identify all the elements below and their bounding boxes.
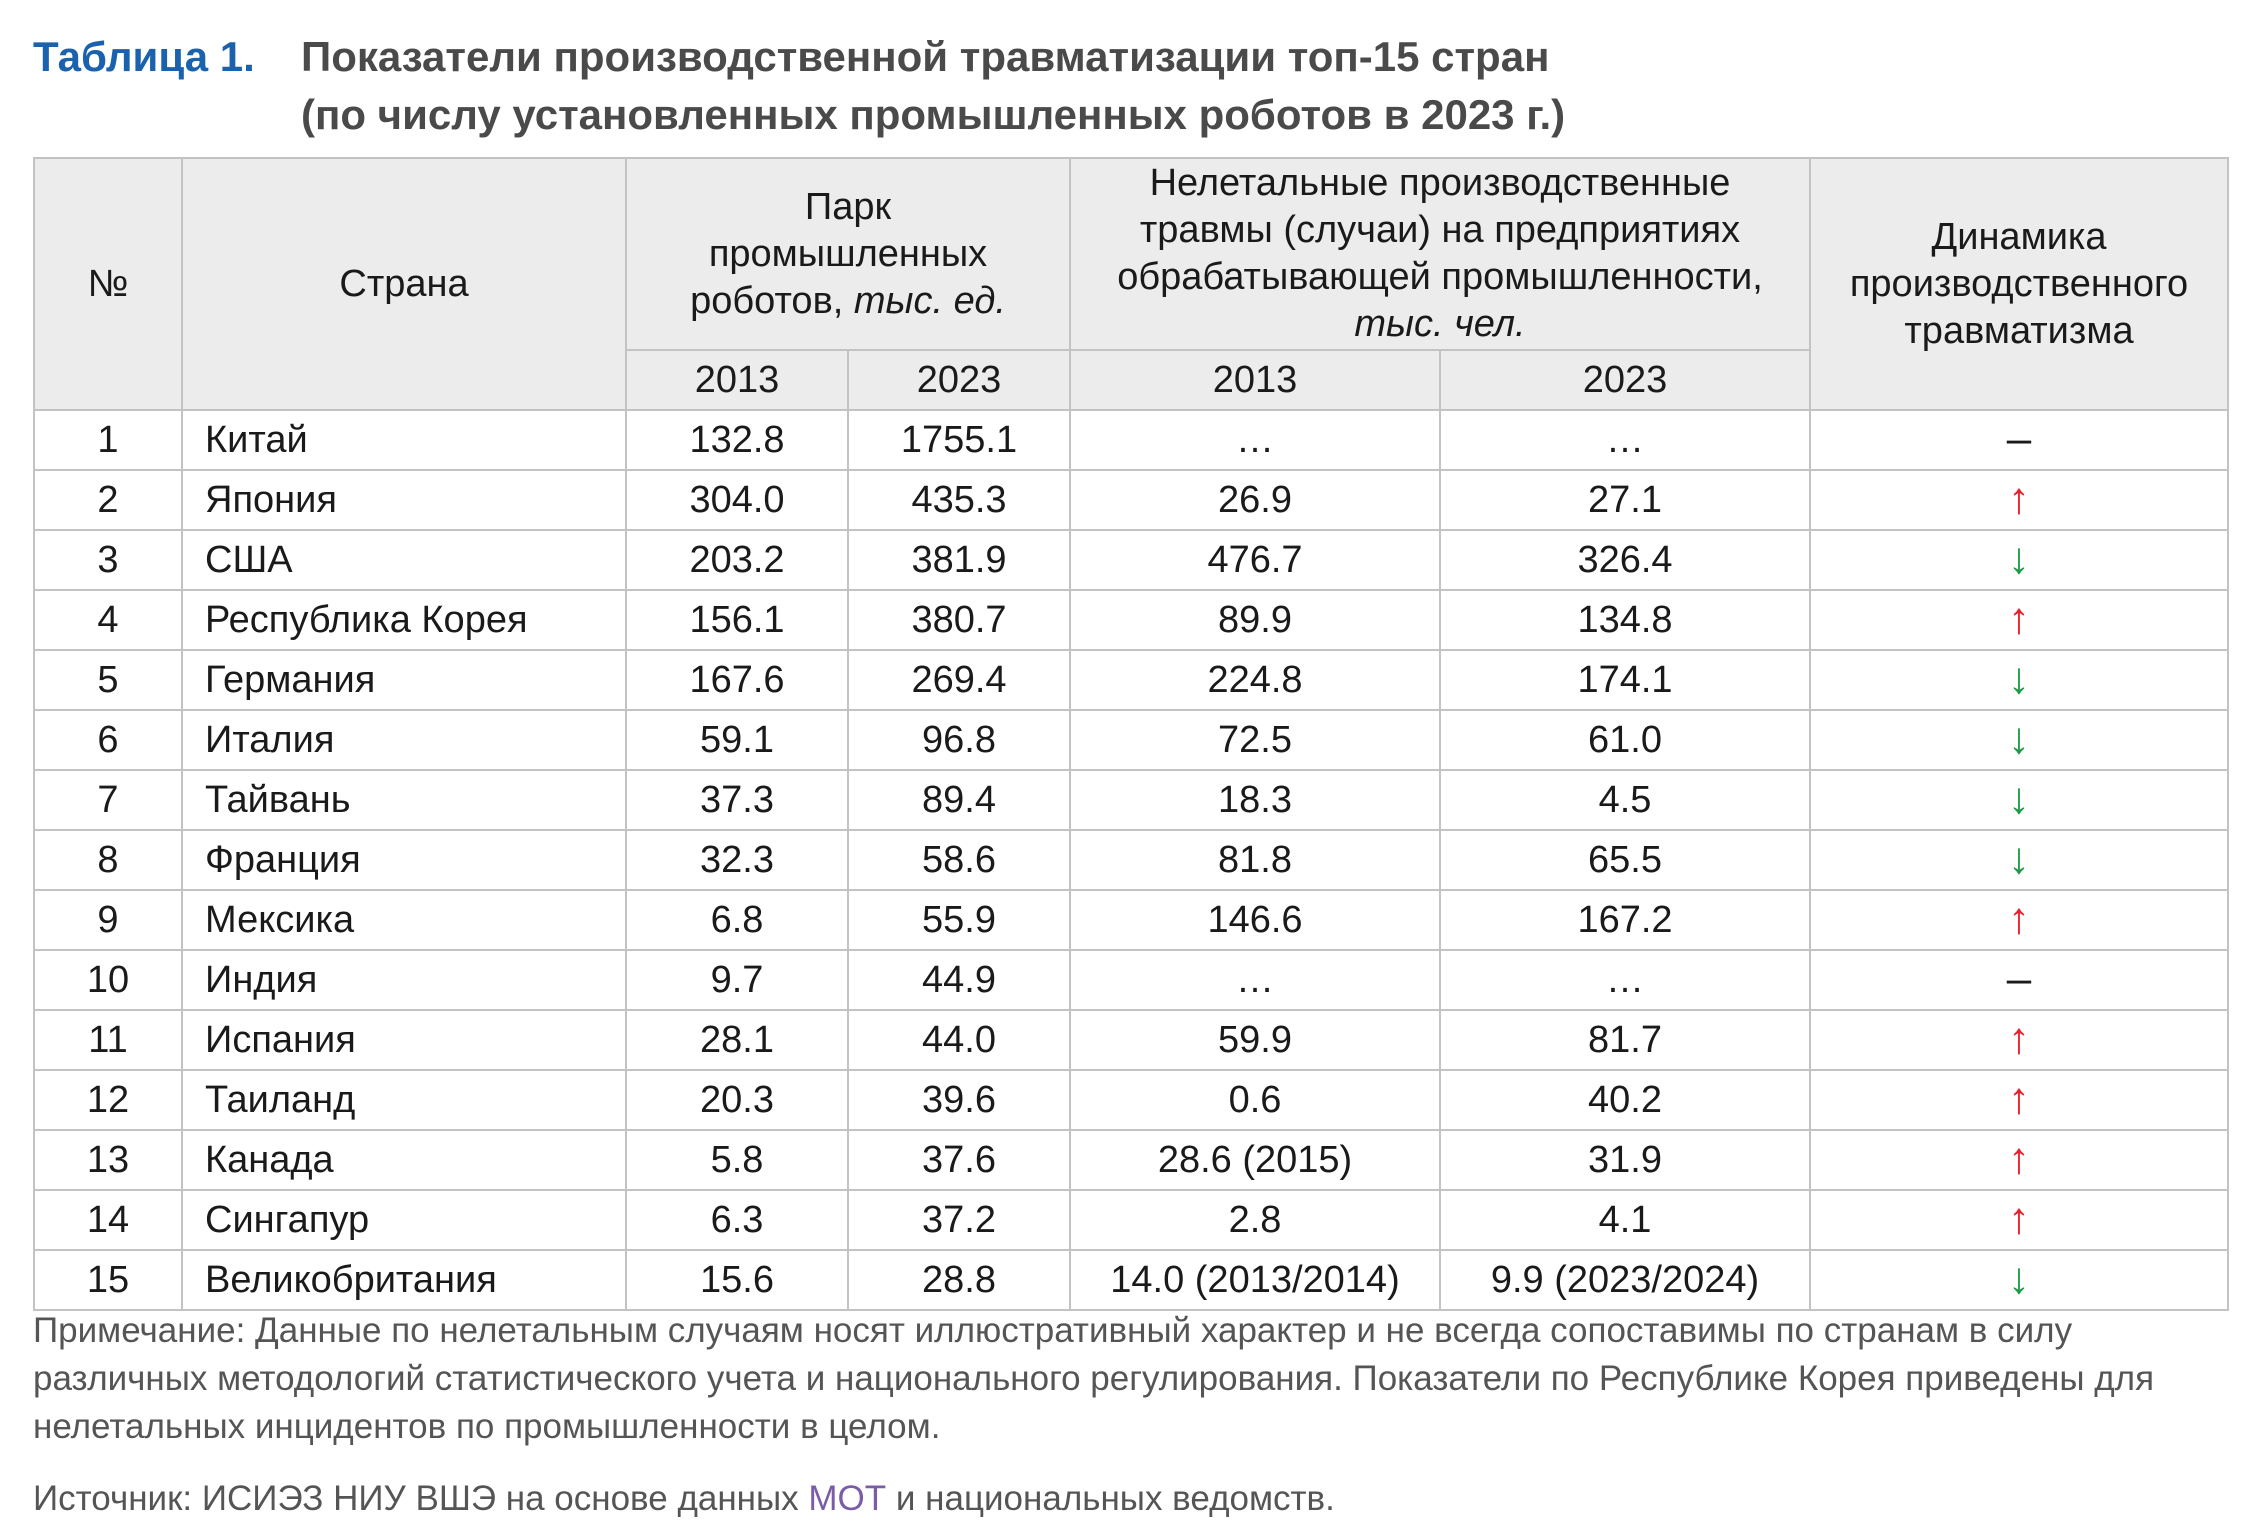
table-row (34, 590, 2228, 650)
cell-dynamics (1810, 1130, 2228, 1190)
cell-injuries-2013: … (1070, 950, 1440, 1010)
cell-injuries-2013: 81.8 (1070, 830, 1440, 890)
cell-robots-2023: 380.7 (848, 590, 1070, 650)
table-row (34, 1250, 2228, 1310)
cell-injuries-2023: 65.5 (1440, 830, 1810, 890)
cell-robots-2013: 15.6 (626, 1250, 848, 1310)
cell-country: Испания (182, 1010, 626, 1070)
table-row (34, 410, 2228, 470)
cell-robots-2013: 5.8 (626, 1130, 848, 1190)
source-suffix: и национальных ведомств. (895, 1479, 1335, 1518)
cell-robots-2023: 58.6 (848, 830, 1070, 890)
cell-rank: 5 (34, 650, 182, 710)
cell-injuries-2023: 4.5 (1440, 770, 1810, 830)
cell-rank: 15 (34, 1250, 182, 1310)
table-row (34, 770, 2228, 830)
table-note: Примечание: Данные по нелетальным случаям носят иллюстративный характер и не всегда сопоставимы по странам в силу различных методологий статистического учета и национального регулирования. Показатели по Республике Корея приведены для нелетальных инцидентов по промышленности в целом. (33, 1311, 2155, 1446)
table-title (33, 28, 1565, 144)
cell-robots-2013: 6.8 (626, 890, 848, 950)
table-number: Таблица 1. (33, 33, 255, 80)
arrow-down-icon: ↓ (2008, 714, 2030, 763)
cell-country: Мексика (182, 890, 626, 950)
header-num: № (34, 158, 182, 410)
cell-robots-2023: 269.4 (848, 650, 1070, 710)
cell-country: Таиланд (182, 1070, 626, 1130)
cell-dynamics (1810, 470, 2228, 530)
source-prefix: Источник: ИСИЭЗ НИУ ВШЭ на основе данных (33, 1479, 799, 1518)
cell-injuries-2013: 28.6 (2015) (1070, 1130, 1440, 1190)
cell-rank: 9 (34, 890, 182, 950)
cell-injuries-2013: 26.9 (1070, 470, 1440, 530)
cell-dynamics (1810, 1190, 2228, 1250)
cell-injuries-2013: 72.5 (1070, 710, 1440, 770)
cell-dynamics (1810, 410, 2228, 470)
cell-rank: 11 (34, 1010, 182, 1070)
cell-robots-2013: 304.0 (626, 470, 848, 530)
cell-injuries-2023: 81.7 (1440, 1010, 1810, 1070)
cell-injuries-2013: 59.9 (1070, 1010, 1440, 1070)
title-line-2: (по числу установленных промышленных роботов в 2023 г.) (301, 91, 1566, 138)
cell-country: Канада (182, 1130, 626, 1190)
arrow-up-icon: ↑ (2008, 894, 2030, 943)
cell-country: Япония (182, 470, 626, 530)
table-row (34, 1190, 2228, 1250)
cell-dynamics (1810, 530, 2228, 590)
cell-robots-2023: 44.9 (848, 950, 1070, 1010)
table-row (34, 710, 2228, 770)
header-dynamics: Динамика производственного травматизма (1810, 158, 2228, 410)
cell-robots-2013: 167.6 (626, 650, 848, 710)
cell-dynamics (1810, 590, 2228, 650)
header-injuries-2013: 2013 (1070, 350, 1440, 410)
cell-robots-2023: 96.8 (848, 710, 1070, 770)
arrow-up-icon: ↑ (2008, 1134, 2030, 1183)
cell-robots-2023: 1755.1 (848, 410, 1070, 470)
cell-dynamics (1810, 770, 2228, 830)
cell-injuries-2013: 89.9 (1070, 590, 1440, 650)
cell-robots-2023: 44.0 (848, 1010, 1070, 1070)
cell-injuries-2023: 4.1 (1440, 1190, 1810, 1250)
cell-rank: 13 (34, 1130, 182, 1190)
arrow-down-icon: ↓ (2008, 774, 2030, 823)
arrow-down-icon: ↓ (2008, 654, 2030, 703)
cell-rank: 14 (34, 1190, 182, 1250)
header-robots-2023: 2023 (848, 350, 1070, 410)
header-country: Страна (182, 158, 626, 410)
title-line-1: Показатели производственной травматизации топ-15 стран (301, 33, 1550, 80)
dash-icon: – (2006, 954, 2032, 1003)
header-robots-2013: 2013 (626, 350, 848, 410)
header-robots-unit: тыс. ед. (853, 279, 1006, 322)
arrow-up-icon: ↑ (2008, 594, 2030, 643)
cell-injuries-2013: 14.0 (2013/2014) (1070, 1250, 1440, 1310)
cell-country: Тайвань (182, 770, 626, 830)
cell-robots-2013: 59.1 (626, 710, 848, 770)
cell-injuries-2013: 146.6 (1070, 890, 1440, 950)
cell-robots-2013: 37.3 (626, 770, 848, 830)
cell-robots-2023: 28.8 (848, 1250, 1070, 1310)
cell-injuries-2023: 134.8 (1440, 590, 1810, 650)
cell-injuries-2013: 18.3 (1070, 770, 1440, 830)
cell-country: Республика Корея (182, 590, 626, 650)
cell-country: Китай (182, 410, 626, 470)
cell-injuries-2013: 224.8 (1070, 650, 1440, 710)
cell-rank: 3 (34, 530, 182, 590)
cell-injuries-2023: 9.9 (2023/2024) (1440, 1250, 1810, 1310)
table-row (34, 530, 2228, 590)
cell-dynamics (1810, 950, 2228, 1010)
cell-injuries-2023: 174.1 (1440, 650, 1810, 710)
cell-robots-2023: 381.9 (848, 530, 1070, 590)
arrow-up-icon: ↑ (2008, 1194, 2030, 1243)
table-row (34, 470, 2228, 530)
cell-country: Великобритания (182, 1250, 626, 1310)
cell-robots-2013: 9.7 (626, 950, 848, 1010)
cell-robots-2013: 32.3 (626, 830, 848, 890)
source-link-mot[interactable]: МОТ (808, 1479, 887, 1518)
cell-robots-2023: 37.6 (848, 1130, 1070, 1190)
table-row (34, 650, 2228, 710)
cell-dynamics (1810, 710, 2228, 770)
arrow-down-icon: ↓ (2008, 834, 2030, 883)
cell-injuries-2013: 0.6 (1070, 1070, 1440, 1130)
arrow-up-icon: ↑ (2008, 474, 2030, 523)
header-injuries: Нелетальные производственные травмы (случаи) на предприятиях обрабатывающей промышленности, тыс. чел. (1070, 158, 1810, 350)
table-body (34, 410, 2228, 1310)
cell-rank: 2 (34, 470, 182, 530)
dash-icon: – (2006, 414, 2032, 463)
cell-robots-2013: 28.1 (626, 1010, 848, 1070)
cell-rank: 12 (34, 1070, 182, 1130)
cell-robots-2023: 37.2 (848, 1190, 1070, 1250)
header-robots: Парк промышленных роботов, тыс. ед. (626, 158, 1070, 350)
cell-injuries-2023: … (1440, 410, 1810, 470)
header-injuries-unit: тыс. чел. (1354, 303, 1526, 345)
cell-dynamics (1810, 1070, 2228, 1130)
cell-country: Индия (182, 950, 626, 1010)
cell-injuries-2023: 27.1 (1440, 470, 1810, 530)
cell-dynamics (1810, 890, 2228, 950)
table-row (34, 950, 2228, 1010)
injury-table (33, 157, 2229, 1311)
cell-robots-2013: 203.2 (626, 530, 848, 590)
cell-injuries-2013: … (1070, 410, 1440, 470)
cell-robots-2023: 89.4 (848, 770, 1070, 830)
cell-dynamics (1810, 1250, 2228, 1310)
cell-injuries-2013: 2.8 (1070, 1190, 1440, 1250)
table-row (34, 1010, 2228, 1070)
cell-country: США (182, 530, 626, 590)
cell-injuries-2023: 167.2 (1440, 890, 1810, 950)
cell-robots-2013: 156.1 (626, 590, 848, 650)
cell-dynamics (1810, 650, 2228, 710)
table-row (34, 830, 2228, 890)
cell-injuries-2013: 476.7 (1070, 530, 1440, 590)
cell-rank: 7 (34, 770, 182, 830)
arrow-up-icon: ↑ (2008, 1014, 2030, 1063)
arrow-up-icon: ↑ (2008, 1074, 2030, 1123)
cell-robots-2013: 132.8 (626, 410, 848, 470)
cell-country: Сингапур (182, 1190, 626, 1250)
table-source (33, 1475, 1335, 1523)
arrow-down-icon: ↓ (2008, 534, 2030, 583)
table-row (34, 890, 2228, 950)
arrow-down-icon: ↓ (2008, 1254, 2030, 1303)
cell-robots-2023: 39.6 (848, 1070, 1070, 1130)
cell-injuries-2023: 40.2 (1440, 1070, 1810, 1130)
cell-injuries-2023: 326.4 (1440, 530, 1810, 590)
cell-rank: 10 (34, 950, 182, 1010)
table-row (34, 1130, 2228, 1190)
cell-robots-2023: 435.3 (848, 470, 1070, 530)
cell-robots-2023: 55.9 (848, 890, 1070, 950)
cell-dynamics (1810, 830, 2228, 890)
cell-robots-2013: 6.3 (626, 1190, 848, 1250)
cell-robots-2013: 20.3 (626, 1070, 848, 1130)
cell-country: Италия (182, 710, 626, 770)
cell-rank: 4 (34, 590, 182, 650)
cell-injuries-2023: 31.9 (1440, 1130, 1810, 1190)
cell-rank: 6 (34, 710, 182, 770)
cell-injuries-2023: … (1440, 950, 1810, 1010)
cell-rank: 1 (34, 410, 182, 470)
header-injuries-2023: 2023 (1440, 350, 1810, 410)
cell-country: Франция (182, 830, 626, 890)
cell-rank: 8 (34, 830, 182, 890)
cell-dynamics (1810, 1010, 2228, 1070)
cell-country: Германия (182, 650, 626, 710)
table-row (34, 1070, 2228, 1130)
cell-injuries-2023: 61.0 (1440, 710, 1810, 770)
